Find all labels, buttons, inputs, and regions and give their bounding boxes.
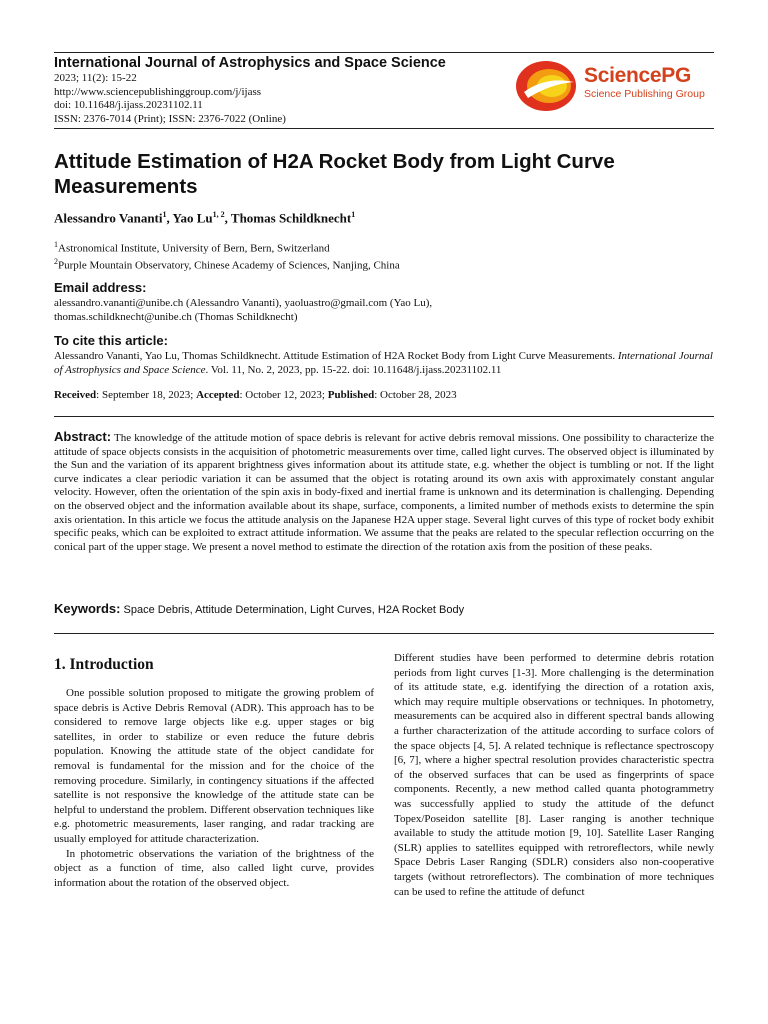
journal-doi: doi: 10.11648/j.ijass.20231102.11 [54,99,203,112]
journal-issn: ISSN: 2376-7014 (Print); ISSN: 2376-7022 (Online) [54,112,286,125]
body-column-right [394,651,714,899]
abstract-text: The knowledge of the attitude motion of space debris is relevant for active debris removal missions. One possibility to characterize the attitude of space objects consists in the acquisition of photometric measurements over time, called light curves. The observed object is illuminated by the Sun and the variation of its apparent brightness gives information about its attitude state, e.g. whether the object is tumbling or not. If the light curve indicates a clear periodic variation it can be assumed that the object is rotating around its own axis with approximately constant angular velocity. However, often the orientation of the spin axis in body-fixed and inertial frame is unknown and its determination is challenging. Depending on the observed object and the information available about its shape, surface, components, a limited number of methods exists to determine the spin axis orientation. In this article we focus the attitude analysis on the Japanese H2A upper stage. Several light curves of this type of rocket body exhibit specific peaks, which can be exploited to extract attitude information. We assume that the peaks are related to the specular reflection occurring on the conical part of the upper stage. We present a novel method to estimate the direction of the rotation axis from the position of these peaks. [54,432,714,553]
sciencepg-logo [514,58,714,114]
affiliation-text: Astronomical Institute, University of Bern, Bern, Switzerland [58,242,330,255]
keywords-text: Space Debris, Attitude Determination, Light Curves, H2A Rocket Body [123,604,465,616]
keywords-label: Keywords: [54,601,121,616]
abstract-bottom-rule [54,633,714,634]
author-name: Yao Lu [172,210,213,226]
received-label: Received [54,389,97,401]
journal-name: International Journal of Astrophysics and Space Science [54,55,446,71]
logo-subtitle: Science Publishing Group [584,88,705,100]
sciencepg-swirl-icon [514,58,580,114]
email-line[interactable]: thomas.schildknecht@unibe.ch (Thomas Schildknecht) [54,310,298,323]
author-list [54,210,355,226]
author-affiliation-mark: 1 [351,210,356,219]
citation-details: . Vol. 11, No. 2, 2023, pp. 15-22. doi: 10.11648/j.ijass.20231102.11 [205,363,502,376]
abstract [54,430,714,554]
author-separator: , [166,210,173,226]
author-affiliation-mark: 1 [162,210,167,219]
accepted-label: Accepted [196,389,240,401]
cite-heading: To cite this article: [54,333,168,348]
journal-header [54,55,514,126]
citation-authors-title: Alessandro Vananti, Yao Lu, Thomas Schildknecht. Attitude Estimation of H2A Rocket Body from Light Curve Measurements. [54,350,618,362]
author-separator: , [224,210,231,226]
email-line[interactable]: alessandro.vananti@unibe.ch (Alessandro Vananti), yaoluastro@gmail.com (Yao Lu), [54,297,433,309]
body-paragraph: One possible solution proposed to mitigate the growing problem of space debris is Active Debris Removal (ADR). This approach has to be considered to remove large objects like e.g. upper stages or big satellites, in order to stabilize or even reduce the future debris population. Knowing the attitude state of the object candidate for removal is fundamental for the mission and for the choice of the removing procedure. Similarly, in contingency situations if the affected satellite is not responsive the knowledge of the attitude state can be helpful to understand the problem. Different observation techniques like e.g. photometric measurements, laser ranging, and radar tracking are usually employed for attitude characterization. [54,687,374,845]
affiliation-2 [54,257,400,272]
author-affiliation-mark: 1, 2 [212,210,225,219]
logo-name: SciencePG [584,64,692,87]
email-list [54,297,714,325]
abstract-label: Abstract: [54,429,112,444]
keywords [54,601,464,616]
affiliation-1 [54,240,330,255]
article-dates [54,389,714,403]
citation-journal: International Journal of Astrophysics and Space Science [54,350,713,376]
published-label: Published [327,389,375,401]
journal-volume: 2023; 11(2): 15-22 [54,72,137,84]
email-heading: Email address: [54,280,147,295]
received-date: : September 18, 2023; [96,389,197,401]
paper-title: Attitude Estimation of H2A Rocket Body from Light Curve Measurements [54,150,615,198]
body-paragraph: In photometric observations the variation of the brightness of the object as a function of time, also called light curve, provides information about the rotation of the observed object. [54,847,374,889]
body-paragraph: Different studies have been performed to determine debris rotation periods from light curves [1-3]. More challenging is the determination of its attitude state, e.g. identifying the direction of a rotation axis, which may require multiple observations or techniques. In photometry, measurements can be acquired also in different spectral bands allowing a further characterization of the attitude according to surface colors of the space objects [4, 5]. A related technique is reflectance spectroscopy [6, 7], where a higher spectral resolution provides characteristic spectra of the observed surfaces that can be used as fingerprints of space components. Recently, a new method called quanta photogrammetry was successfully applied to study the attitude of the defunct Topex/Poseidon satellite [8]. Laser ranging is another technique available to study the attitude motion [9, 10]. Satellite Laser Ranging (SLR) applies to satellites equipped with retroreflectors, while newly Space Debris Laser Ranging (SDLR) considers also non-cooperative targets (without retroreflectors). The combination of more techniques can be used to refine the attitude of defunct [394,652,714,898]
accepted-date: : October 12, 2023; [239,389,328,401]
body-column-left [54,686,374,890]
affiliation-text: Purple Mountain Observatory, Chinese Academy of Sciences, Nanjing, China [58,259,400,272]
affiliation-mark: 1 [54,240,58,249]
citation-text [54,350,714,378]
section-heading-introduction: 1. Introduction [54,656,154,673]
header-top-rule [54,52,714,53]
published-date: : October 28, 2023 [374,389,457,401]
author-name: Alessandro Vananti [54,210,163,226]
affiliation-mark: 2 [54,257,58,266]
journal-url[interactable]: http://www.sciencepublishinggroup.com/j/ijass [54,85,262,98]
abstract-top-rule [54,416,714,417]
header-bottom-rule [54,128,714,129]
author-name: Thomas Schildknecht [230,210,352,226]
